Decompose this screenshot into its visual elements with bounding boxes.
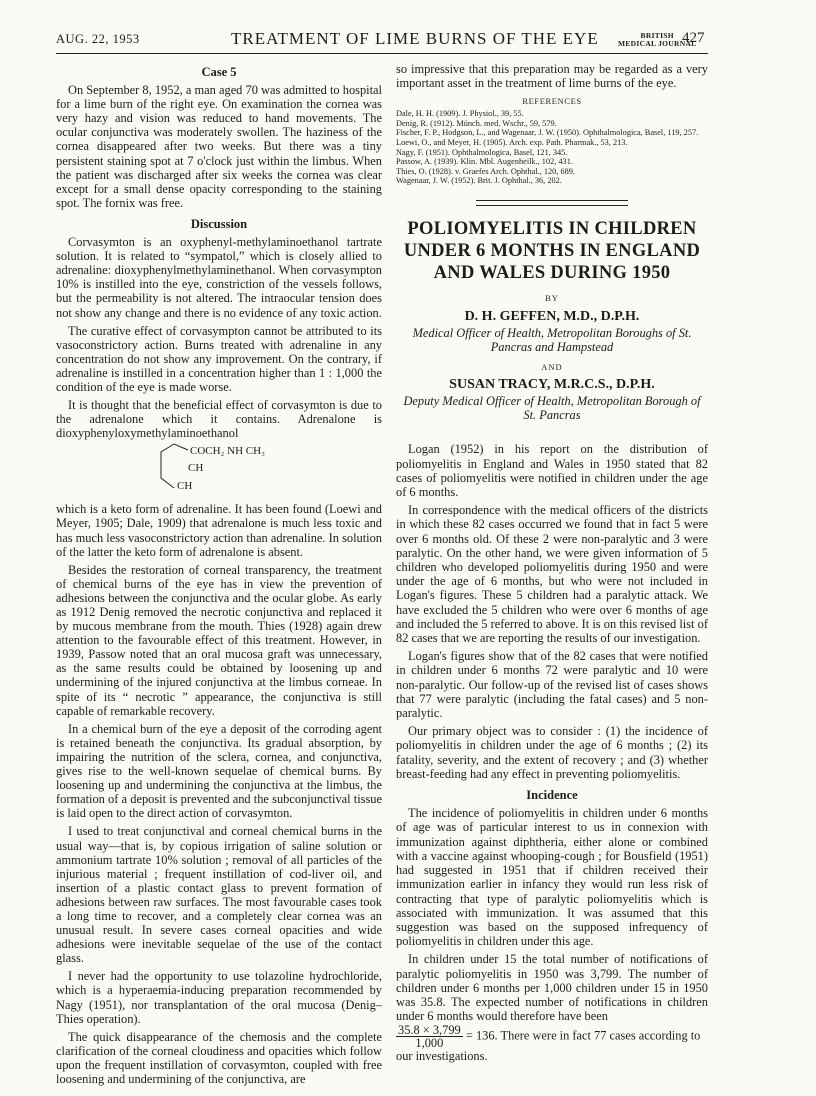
fraction-denominator: 1,000 <box>415 1036 444 1051</box>
continuation-paragraph: so impressive that this preparation may be regarded as a very important asset in the treatment of lime burns of the eye. <box>396 62 708 91</box>
and-line: AND <box>541 362 563 373</box>
discussion-paragraph-5: Besides the restoration of corneal transparency, the treatment of chemical burns of the eye has in view the prevention of adhesions between the conjunctiva and the ocular globe. As early as 1912 Denig removed the necrotic conjunctiva and replaced it by mucous membrane from the mouth. Thies (1928) again drew attention to the favourable effect of this treatment. However, in 1939, Passow noted that an oral mucosa graft was unnecessary, as the same results could be obtained by loosening up and undermining of the injured conjunctiva at the limbus corneae. In spite of its “ necrotic ” appearance, the conjunctiva is still capable of remarkable recovery. <box>56 562 382 718</box>
references-list <box>396 94 708 186</box>
issue-date: AUG. 22, 1953 <box>56 32 140 46</box>
incidence-paragraph-1: The incidence of poliomyelitis in children under 6 months of age was of particular interest to us in connexion with immunization against diphtheria, either alone or combined with a vaccine against whooping-cough ; for Bousfield (1951) had suggested in 1951 that if children received their immunization earlier in infancy they would run less risk of contracting that type of paralytic poliomyelitis which is associated with immunization. It was assumed that this suggestion was based on the supposed infrequency of poliomyelitis in children under this age. <box>396 806 708 949</box>
article-separator-rule <box>476 200 628 206</box>
article-title: POLIOMYELITIS IN CHILDREN UNDER 6 MONTHS IN ENGLAND AND WALES DURING 1950 <box>403 219 701 284</box>
journal-name-line2: MEDICAL JOURNAL <box>618 39 697 48</box>
calculation-result-text: = 136. There were in fact 77 cases according to our investigations. <box>396 1028 701 1064</box>
reference-item: Dale, H. H. (1909). J. Physiol., 39, 55. <box>396 109 524 119</box>
reference-item: Nagy, F. (1951). Ophthalmologica, Basel, 121, 345. <box>396 147 568 157</box>
right-column <box>396 62 708 1068</box>
article-paragraph-1: Logan (1952) in his report on the distribution of poliomyelitis in England and Wales in 1950 stated that 82 cases of poliomyelitis were notified in children under the age of 6 months. <box>396 442 708 500</box>
reference-item: Fischer, F. P., Hodgson, L., and Wagenaar, J. W. (1950). Ophthalmologica, Basel, 119, 257. <box>396 128 699 138</box>
discussion-paragraph-2: The curative effect of corvasympton cannot be attributed to its vasoconstrictory action. Burns treated with adrenaline in any concentration do not show any improvement. On the contrary, if adrenaline is instilled in a concentration higher than 1 : 1,000 the condition of the eye is made worse. <box>56 323 382 394</box>
references-heading: REFERENCES <box>522 96 582 107</box>
incidence-paragraph-2: In children under 15 the total number of notifications of paralytic poliomyelitis in 1950 was 3,799. The number of children under 6 months per 1,000 children under 15 in 1950 was 35.8. The expected number of notifications in children under 6 months would therefore have been <box>396 952 708 1024</box>
running-title: TREATMENT OF LIME BURNS OF THE EYE <box>231 29 599 48</box>
left-column <box>56 62 382 1090</box>
journal-name-line1: BRITISH <box>640 31 674 40</box>
author-1: D. H. GEFFEN, M.D., D.P.H. <box>464 309 640 325</box>
case-heading: Case 5 <box>201 65 237 79</box>
discussion-paragraph-1: Corvasymton is an oxyphenyl-methylaminoethanol tartrate solution. It is related to “sympatol,” which is closely allied to adrenaline: dioxyphenylmethylaminethanol. When corvasympton 10% is instilled into the eye, constriction of the vessels follows, but the permeability is not altered. The intraocular tension does not show any change and there is no evidence of any toxic action. <box>56 235 382 320</box>
formula-line-2: CH <box>188 462 204 475</box>
running-header <box>56 30 708 52</box>
article-paragraph-2: In correspondence with the medical officers of the districts in which these 82 cases occurred we found that in fact 5 were over 6 months old. Of these 2 were non-paralytic and 3 were paralytic. On the other hand, we were given information of 5 children who developed poliomyelitis during 1950 and were under the age of 6 months, but who were not included in Logan's figures. These 5 children had a paralytic attack. We have excluded the 5 children who were over 6 months of age and included the 5 referred to above. It is on this revised list of 82 cases that we are reporting the results of our investigation. <box>396 503 708 646</box>
discussion-heading: Discussion <box>190 216 248 231</box>
expected-cases-fraction <box>396 1024 463 1049</box>
adrenalone-formula <box>56 442 382 498</box>
author-2: SUSAN TRACY, M.R.C.S., D.P.H. <box>449 377 655 393</box>
reference-item: Loewi, O., and Meyer, H. (1905). Arch. exp. Path. Pharmak., 53, 213. <box>396 138 628 148</box>
page-number: 427 <box>682 30 705 46</box>
reference-item: Wagenaar, J. W. (1952). Brit. J. Ophthal., 36, 202. <box>396 176 562 186</box>
incidence-heading: Incidence <box>526 788 578 803</box>
reference-item: Passow, A. (1939). Klin. Mbl. Augenheilk., 102, 431. <box>396 157 573 167</box>
affiliation-1: Medical Officer of Health, Metropolitan Boroughs of St. Pancras and Hampstead <box>412 326 692 355</box>
discussion-paragraph-7: I used to treat conjunctival and corneal chemical burns in the usual way—that is, by copious irrigation of saline solution or ammonium tartrate 10% solution ; removal of all particles of the injurious material ; frequent instillation of cod-liver oil, and insertion of a plastic contact glass to prevent formation of adhesions between raw surfaces. The most favourable cases took a long time to recover, and a completely clear cornea was an unusual result. In severe cases corneal opacities and wide adhesions were inevitable sequelae of the use of the contact glass. <box>56 824 382 966</box>
reference-item: Denig, R. (1912). Münch. med. Wschr., 59, 579. <box>396 118 557 128</box>
discussion-paragraph-4: which is a keto form of adrenaline. It has been found (Loewi and Meyer, 1905; Dale, 1909) that adrenalone is much less toxic and has much less vasoconstrictory action than adrenaline. In solution of the latter the keto form of adrenalone is absent. <box>56 502 382 559</box>
fraction-numerator: 35.8 × 3,799 <box>398 1023 461 1038</box>
discussion-paragraph-8: I never had the opportunity to use tolazoline hydrochloride, which is a hyperaemia-inducing preparation recommended by Nagy (1951), nor transplantation of the oral mucosa (Denig–Thies operation). <box>56 969 382 1026</box>
article-paragraph-4: Our primary object was to consider : (1) the incidence of poliomyelitis in children under the age of 6 months ; (2) its fatality, severity, and the extent of recovery ; and (3) whether breast-feeding had any effect in preventing poliomyelitis. <box>396 724 708 781</box>
affiliation-2: Deputy Medical Officer of Health, Metropolitan Borough of St. Pancras <box>403 394 701 423</box>
calculation-line <box>396 1024 708 1063</box>
formula-line-3: CH <box>177 480 193 493</box>
by-line: BY <box>545 293 559 304</box>
discussion-paragraph-9: The quick disappearance of the chemosis and the complete clarification of the corneal cloudiness and opacities which follow upon the frequent instillation of corvasymton, coupled with free loosening and undermining of the conjunctiva, are <box>56 1029 382 1086</box>
article-paragraph-3: Logan's figures show that of the 82 cases that were notified in children under 6 months 72 were paralytic and 10 were non-paralytic. Our follow-up of the revised list of cases shows that 77 were paralytic (including the fatal cases) and 5 non-paralytic. <box>396 649 708 721</box>
discussion-paragraph-3: It is thought that the beneficial effect of corvasymton is due to the adrenalone which it contains. Adrenalone is dioxyphenyloxymethylaminoethanol <box>56 398 382 441</box>
reference-item: Thies, O. (1928). v. Graefes Arch. Ophthal., 120, 689. <box>396 166 575 176</box>
header-rule <box>56 53 708 54</box>
discussion-paragraph-6: In a chemical burn of the eye a deposit of the corroding agent is retained beneath the conjunctiva. Its gradual absorption, by impairing the nutrition of the sclera, cornea, and conjunctiva, gives rise to the well-known sequelae of chemical burns. By loosening up and undermining the conjunctiva at the limbus, the formation of a deposit is prevented and the subconjunctival tissue is laid open to the direct action of corvasymton. <box>56 721 382 821</box>
formula-line-1: COCH₂ NH CH₃ <box>190 445 265 458</box>
case-paragraph: On September 8, 1952, a man aged 70 was admitted to hospital for a lime burn of the right eye. On examination the cornea was very hazy and vision was reduced to hand movements. The ocular conjunctiva was moderately swollen. The haziness of the cornea disappeared after two weeks. But there was a tiny persistent staining spot at 7 o'clock just within the limbus. When the patient was discharged after six weeks the cornea was clear except for a small dense opacity corresponding to the staining spot. The fornix was free. <box>56 83 382 210</box>
article-body <box>396 442 708 1063</box>
